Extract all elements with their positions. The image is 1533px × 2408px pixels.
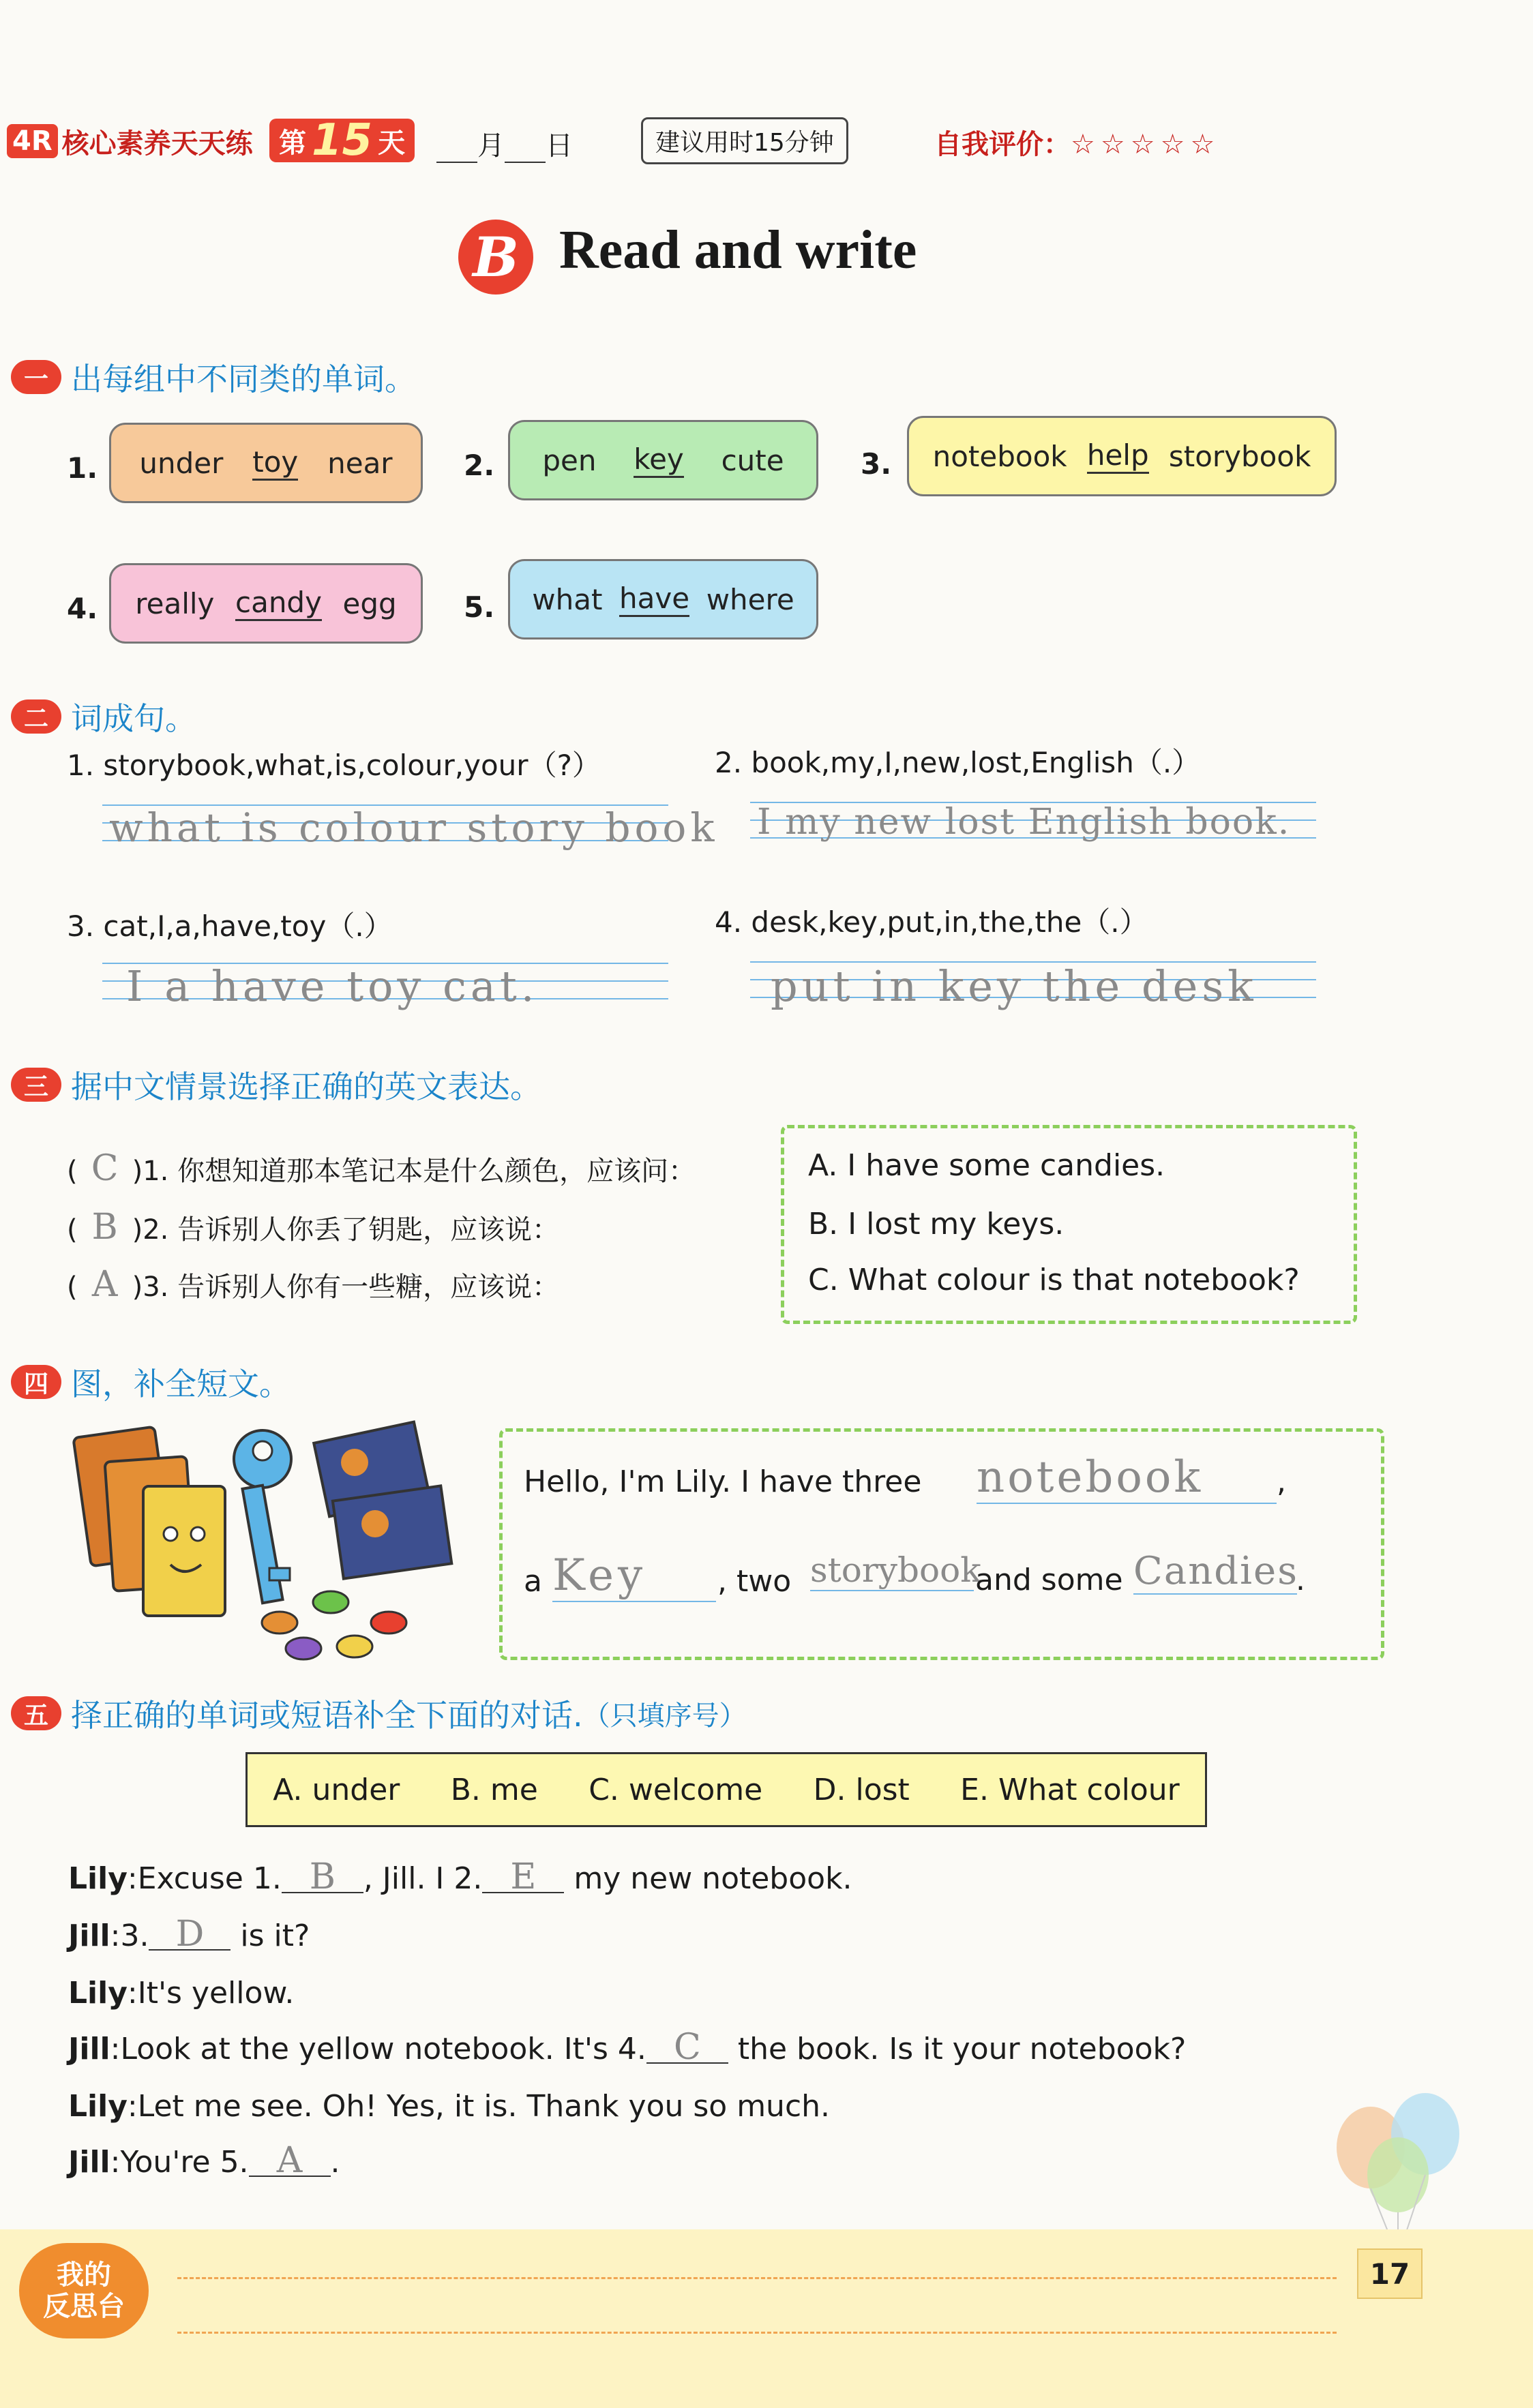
day-label: 日 xyxy=(546,130,573,162)
answer-3[interactable]: I a have toy cat. xyxy=(126,961,539,1011)
speaker: Lily xyxy=(68,2089,128,2124)
word-underlined: have xyxy=(619,582,689,617)
section-subtitle: （只填序号） xyxy=(582,1700,747,1732)
footer xyxy=(0,2229,1533,2408)
word-group-3[interactable] xyxy=(907,416,1337,496)
dialogue-line-3 xyxy=(68,1976,294,2011)
section-number: 四 xyxy=(11,1365,61,1399)
word: really xyxy=(135,586,215,620)
reflection-badge xyxy=(19,2243,149,2338)
choice-answer[interactable]: C xyxy=(91,1148,119,1189)
page-title: Read and write xyxy=(559,220,917,280)
answer-4[interactable]: put in key the desk xyxy=(771,961,1257,1011)
choice-row-1: ( C )1. 你想知道那本笔记本是什么颜色，应该问： xyxy=(67,1148,696,1189)
line-text: , Jill. I 2. xyxy=(363,1861,483,1896)
option-a: A. I have some candies. xyxy=(808,1148,1165,1183)
section-number: 一 xyxy=(11,360,61,394)
word-group-5[interactable] xyxy=(508,559,818,639)
group-number: 4. xyxy=(67,592,98,625)
question-4: 4. desk,key,put,in,the,the（.） xyxy=(715,905,1148,939)
day-number: 15 xyxy=(312,115,373,166)
star-rating-icon[interactable]: ☆☆☆☆☆ xyxy=(1071,129,1221,160)
time-hint: 建议用时15分钟 xyxy=(641,117,848,164)
day-badge xyxy=(269,115,415,166)
line-text: the book. Is it your notebook? xyxy=(728,2032,1187,2066)
line-text: . xyxy=(330,2145,340,2180)
section-5-header xyxy=(11,1691,747,1736)
question-2: 2. book,my,I,new,lost,English（.） xyxy=(715,746,1201,779)
line-text: :It's yellow. xyxy=(127,1976,295,2011)
word: pen xyxy=(542,443,597,477)
option-c: C. What colour is that notebook? xyxy=(808,1263,1300,1297)
word: what xyxy=(532,582,603,616)
word: where xyxy=(706,582,794,616)
question-3: 3. cat,I,a,have,toy（.） xyxy=(67,909,393,943)
choice-question: )1. 你想知道那本笔记本是什么颜色，应该问： xyxy=(132,1156,696,1187)
word: notebook xyxy=(932,439,1067,473)
page-number: 17 xyxy=(1357,2248,1423,2299)
story-blank-3[interactable]: storybook xyxy=(810,1550,981,1590)
story-blank-2[interactable]: Key xyxy=(552,1550,716,1602)
section-number: 三 xyxy=(11,1068,61,1102)
month-label: 月 xyxy=(477,130,505,162)
choice-answer[interactable]: B xyxy=(91,1207,118,1248)
candy-icon xyxy=(262,1591,406,1659)
notebook-icon xyxy=(73,1427,225,1616)
word-bank xyxy=(245,1752,1207,1827)
word: storybook xyxy=(1168,439,1311,473)
reflection-line[interactable] xyxy=(177,2332,1337,2334)
speaker: Lily xyxy=(68,1976,128,2011)
dialogue-line-2 xyxy=(68,1914,310,1955)
items-illustration xyxy=(68,1418,464,1664)
section-4-header xyxy=(11,1359,291,1404)
section-title: 据中文情景选择正确的英文表达。 xyxy=(71,1068,541,1105)
story-blank-1[interactable]: notebook xyxy=(977,1452,1277,1504)
option-b: B. I lost my keys. xyxy=(808,1207,1065,1241)
section-title: 择正确的单词或短语补全下面的对话. xyxy=(71,1697,583,1734)
word: egg xyxy=(342,586,397,620)
word-underlined: help xyxy=(1087,438,1149,474)
dialogue-blank-3[interactable]: D xyxy=(149,1919,230,1951)
key-icon xyxy=(234,1430,291,1603)
group-number: 2. xyxy=(464,449,495,482)
story-period: . xyxy=(1296,1563,1305,1597)
story-a: a xyxy=(524,1564,542,1599)
speaker: Jill xyxy=(68,1918,110,1953)
question-1: 1. storybook,what,is,colour,your（?） xyxy=(67,749,601,782)
dialogue-blank-1[interactable]: B xyxy=(282,1862,363,1893)
word-underlined: candy xyxy=(235,586,322,621)
brand-badge: 4R xyxy=(7,124,58,158)
section-3-header xyxy=(11,1062,541,1107)
date-field[interactable] xyxy=(436,124,573,163)
story-line-1: Hello, I'm Lily. I have three xyxy=(524,1464,922,1499)
word-underlined: toy xyxy=(252,445,298,481)
word: near xyxy=(327,446,393,480)
dialogue-blank-4[interactable]: C xyxy=(646,2032,728,2064)
bank-option: E. What colour xyxy=(960,1772,1180,1807)
section-title: 图，补全短文。 xyxy=(71,1366,291,1402)
word-group-2[interactable] xyxy=(508,420,818,500)
dialogue-line-1 xyxy=(68,1856,852,1897)
bank-option: A. under xyxy=(273,1772,400,1807)
speaker: Jill xyxy=(68,2145,110,2180)
group-number: 5. xyxy=(464,590,495,624)
dialogue-line-4 xyxy=(68,2027,1187,2068)
story-blank-4[interactable]: Candies xyxy=(1133,1549,1298,1593)
line-text: my new notebook. xyxy=(564,1861,852,1896)
section-letter-badge: B xyxy=(458,220,533,295)
line-text: :Look at the yellow notebook. It's 4. xyxy=(110,2032,646,2066)
line-text: is it? xyxy=(230,1918,310,1953)
group-number: 3. xyxy=(861,447,892,481)
brand-title: 核心素养天天练 xyxy=(61,127,253,160)
line-text: :Excuse 1. xyxy=(127,1861,282,1896)
day-suffix: 天 xyxy=(378,127,406,159)
reflection-label: 我的 反思台 xyxy=(43,2259,125,2322)
speaker: Jill xyxy=(68,2032,110,2066)
section-1-header xyxy=(11,355,416,400)
word-group-4[interactable] xyxy=(109,563,423,644)
answer-1[interactable]: what is colour story book xyxy=(109,804,719,851)
choice-row-3: ( A )3. 告诉别人你有一些糖，应该说： xyxy=(67,1264,560,1305)
story-two: , two xyxy=(717,1564,792,1599)
section-2-header xyxy=(11,694,196,739)
dialogue-blank-2[interactable]: E xyxy=(482,1862,564,1893)
bank-option: D. lost xyxy=(813,1772,910,1807)
section-number: 二 xyxy=(11,699,61,734)
dialogue-line-5 xyxy=(68,2089,830,2124)
line-text: :You're 5. xyxy=(110,2145,249,2180)
bank-option: C. welcome xyxy=(589,1772,763,1807)
speaker: Lily xyxy=(68,1861,128,1896)
self-evaluation[interactable] xyxy=(934,123,1220,162)
story-and-some: and some xyxy=(975,1563,1123,1597)
line-text: :Let me see. Oh! Yes, it is. Thank you so much. xyxy=(127,2089,831,2124)
dialogue-line-6 xyxy=(68,2140,340,2181)
bank-option: B. me xyxy=(450,1772,538,1807)
word: cute xyxy=(721,443,784,477)
choice-answer[interactable]: A xyxy=(91,1264,118,1305)
story-comma: , xyxy=(1277,1464,1286,1499)
dialogue-blank-5[interactable]: A xyxy=(249,2146,331,2177)
choice-row-2: ( B )2. 告诉别人你丢了钥匙，应该说： xyxy=(67,1207,560,1248)
day-prefix: 第 xyxy=(279,127,306,159)
section-number: 五 xyxy=(11,1696,61,1730)
choice-question: )2. 告诉别人你丢了钥匙，应该说： xyxy=(132,1214,560,1246)
line-text: :3. xyxy=(110,1918,149,1953)
reflection-line[interactable] xyxy=(177,2277,1337,2279)
section-title: 词成句。 xyxy=(71,700,196,737)
word-underlined: key xyxy=(634,442,684,478)
section-title: 出每组中不同类的单词。 xyxy=(71,361,416,397)
self-eval-label: 自我评价： xyxy=(934,129,1071,160)
word: under xyxy=(139,446,224,480)
storybook-icon xyxy=(314,1422,451,1579)
answer-2[interactable]: I my new lost English book. xyxy=(757,802,1291,843)
header-brand xyxy=(7,121,253,161)
group-number: 1. xyxy=(67,451,98,485)
choice-question: )3. 告诉别人你有一些糖，应该说： xyxy=(132,1271,560,1303)
word-group-1[interactable] xyxy=(109,423,423,503)
